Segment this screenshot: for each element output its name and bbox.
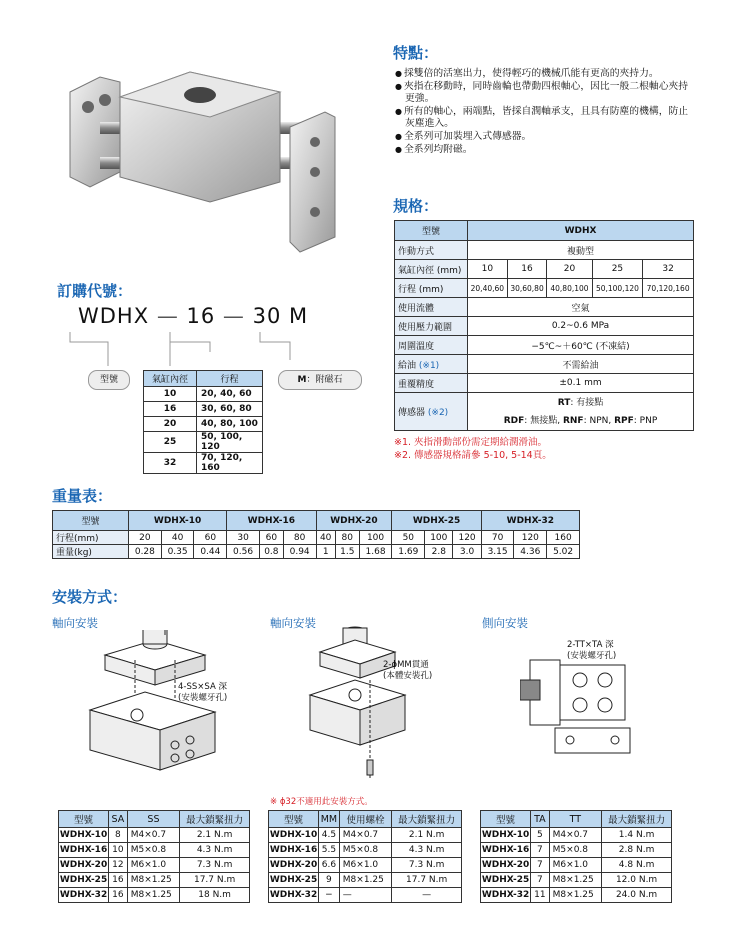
weight-stroke-cell: 40 — [316, 531, 335, 545]
table-header: 型號 — [59, 811, 109, 828]
table-cell: M8×1.25 — [549, 888, 602, 903]
table-cell: 2.8 N.m — [602, 843, 672, 858]
order-magnet-badge: M：附磁石 — [278, 370, 362, 390]
table-cell: WDHX-10 — [59, 828, 109, 843]
weight-value-cell: 0.94 — [283, 545, 316, 559]
weight-value-cell: 0.8 — [259, 545, 283, 559]
product-image — [60, 62, 340, 262]
table-cell: WDHX-32 — [481, 888, 531, 903]
weight-stroke-cell: 40 — [161, 531, 194, 545]
table-row — [269, 858, 462, 873]
list-item: ● 夾指在移動時，同時齒輪也帶動四根軸心，因比一般二根軸心夾持更強。 — [395, 81, 695, 106]
table-cell: 6.6 — [319, 858, 340, 873]
table-header: TA — [531, 811, 550, 828]
table-cell: M4×0.7 — [549, 828, 602, 843]
table-cell: 7 — [531, 843, 550, 858]
table-cell: 10 — [109, 843, 128, 858]
table-cell: WDHX-32 — [269, 888, 319, 903]
spec-table: 型號 WDHX 作動方式 複動型 氣缸內徑 (mm) 10 16 20 25 32 行程 (mm) 20,40,60 30,60,80 40,80,100 50,100,120 70,120,160 使用流體 空氣 使用壓力範圍 0.2~0.6 MPa 周圍溫度 −5℃~＋60℃ (不凍結) 給油 (※1) 不需給油 重覆精度 ±0.1 mm 傳感器 (※2) RT: 有接點 RDF: 無接點, RNF: NPN, RPF: PNP — [394, 220, 694, 431]
table-row — [481, 843, 672, 858]
table-row — [481, 858, 672, 873]
weight-stroke-cell: 120 — [453, 531, 481, 545]
table-header: MM — [319, 811, 340, 828]
table-cell: 16 — [109, 888, 128, 903]
table-cell: WDHX-25 — [59, 873, 109, 888]
table-cell: 16 — [109, 873, 128, 888]
mount-section-3: 側向安裝 — [482, 616, 528, 630]
weight-stroke-cell: 80 — [335, 531, 359, 545]
table-row — [59, 828, 250, 843]
table-cell: WDHX-32 — [59, 888, 109, 903]
specs-title: 規格： — [393, 197, 439, 215]
table-cell: M8×1.25 — [339, 873, 391, 888]
weight-value-cell: 1.5 — [335, 545, 359, 559]
table-header: 最大鎖緊扭力 — [180, 811, 250, 828]
table-cell: 17.7 N.m — [180, 873, 250, 888]
table-cell: M6×1.0 — [549, 858, 602, 873]
table-cell: 12.0 N.m — [602, 873, 672, 888]
table-cell: M5×0.8 — [127, 843, 180, 858]
callout-2: 2-ϕMM貫通 (本體安裝孔) — [383, 660, 433, 681]
table-header: 型號 — [481, 811, 531, 828]
weight-value-cell: 4.36 — [514, 545, 547, 559]
weight-model-header: WDHX-20 — [316, 511, 392, 531]
table-cell: 7.3 N.m — [180, 858, 250, 873]
weight-stroke-cell: 160 — [547, 531, 580, 545]
table-cell: M8×1.25 — [127, 888, 180, 903]
table-cell: WDHX-25 — [481, 873, 531, 888]
table-cell: 2.1 N.m — [392, 828, 462, 843]
table-cell: M6×1.0 — [339, 858, 391, 873]
weight-stroke-cell: 50 — [392, 531, 425, 545]
table-cell: 5 — [531, 828, 550, 843]
order-title: 訂購代號： — [57, 282, 133, 300]
mounting-title: 安裝方式： — [52, 588, 128, 606]
table-cell: WDHX-20 — [481, 858, 531, 873]
weight-title: 重量表： — [52, 487, 113, 505]
callout-1: 4-SS×SA 深 (安裝螺牙孔) — [178, 682, 228, 703]
table-row — [269, 843, 462, 858]
table-row — [59, 843, 250, 858]
table-cell: M4×0.7 — [127, 828, 180, 843]
mount-section-2: 軸向安裝 — [270, 616, 316, 630]
table-row — [269, 828, 462, 843]
table-cell: 7 — [531, 858, 550, 873]
list-item: ● 所有的軸心，兩端點，皆採自潤軸承支，且具有防塵的機構，防止灰塵進入。 — [395, 106, 695, 131]
weight-stroke-cell: 100 — [359, 531, 392, 545]
weight-model-header: WDHX-32 — [481, 511, 579, 531]
weight-stroke-cell: 60 — [194, 531, 227, 545]
table-cell: 4.5 — [319, 828, 340, 843]
weight-stroke-cell: 120 — [514, 531, 547, 545]
table-cell: WDHX-10 — [269, 828, 319, 843]
table-cell: 18 N.m — [180, 888, 250, 903]
table-row — [59, 873, 250, 888]
table-row — [59, 888, 250, 903]
table-cell: 5.5 — [319, 843, 340, 858]
mount-drawing-2 — [300, 620, 420, 790]
weight-stroke-cell: 80 — [283, 531, 316, 545]
table-cell: WDHX-25 — [269, 873, 319, 888]
list-item: ● 全系列均附磁。 — [395, 144, 695, 157]
table-header: 最大鎖緊扭力 — [392, 811, 462, 828]
table-row — [59, 858, 250, 873]
weight-model-header: WDHX-10 — [129, 511, 227, 531]
weight-value-cell: 0.35 — [161, 545, 194, 559]
table-row — [269, 873, 462, 888]
table-cell: 11 — [531, 888, 550, 903]
order-code: WDHX — 16 — 30 M — [78, 304, 309, 328]
table-cell: WDHX-16 — [269, 843, 319, 858]
table-cell: M4×0.7 — [339, 828, 391, 843]
table-header: 使用螺栓 — [339, 811, 391, 828]
table-cell: 7.3 N.m — [392, 858, 462, 873]
table-cell: 8 — [109, 828, 128, 843]
table-cell: 4.3 N.m — [180, 843, 250, 858]
weight-stroke-cell: 100 — [425, 531, 453, 545]
weight-value-cell: 0.28 — [129, 545, 162, 559]
order-model-badge: 型號 — [88, 370, 130, 390]
weight-stroke-cell: 20 — [129, 531, 162, 545]
weight-value-cell: 3.0 — [453, 545, 481, 559]
mount-section-1: 軸向安裝 — [52, 616, 98, 630]
spec-notes: ※1. 夾指滑動部份需定期給潤滑油。 ※2. 傳感器規格請參 5-10, 5-14頁。 — [394, 437, 552, 461]
features-title: 特點： — [393, 44, 439, 62]
note-32: ※ ϕ32不適用此安裝方式。 — [270, 797, 373, 807]
table-cell: 2.1 N.m — [180, 828, 250, 843]
mount-drawing-1 — [85, 630, 228, 780]
table-cell: 17.7 N.m — [392, 873, 462, 888]
weight-value-cell: 2.8 — [425, 545, 453, 559]
table-cell: WDHX-16 — [59, 843, 109, 858]
mount-table-2 — [268, 810, 462, 903]
weight-value-cell: 5.02 — [547, 545, 580, 559]
weight-model-header: WDHX-16 — [227, 511, 316, 531]
weight-value-cell: 1 — [316, 545, 335, 559]
table-header: SS — [127, 811, 180, 828]
table-cell: M8×1.25 — [549, 873, 602, 888]
table-cell: 9 — [319, 873, 340, 888]
list-item: ● 採雙倍的活塞出力，使得輕巧的機械爪能有更高的夾持力。 — [395, 68, 695, 81]
mount-drawing-3 — [520, 650, 640, 760]
mount-table-3 — [480, 810, 672, 903]
table-header: SA — [109, 811, 128, 828]
table-cell: M5×0.8 — [549, 843, 602, 858]
table-cell: 4.3 N.m — [392, 843, 462, 858]
table-cell: WDHX-10 — [481, 828, 531, 843]
features-list — [395, 68, 695, 156]
weight-value-cell: 1.68 — [359, 545, 392, 559]
weight-stroke-cell: 30 — [227, 531, 260, 545]
table-row — [269, 888, 462, 903]
weight-value-cell: 1.69 — [392, 545, 425, 559]
table-row — [481, 828, 672, 843]
table-cell: WDHX-16 — [481, 843, 531, 858]
table-cell: 24.0 N.m — [602, 888, 672, 903]
table-cell: M6×1.0 — [127, 858, 180, 873]
table-header: 最大鎖緊扭力 — [602, 811, 672, 828]
weight-stroke-cell: 70 — [481, 531, 514, 545]
table-cell: WDHX-20 — [59, 858, 109, 873]
table-cell: WDHX-20 — [269, 858, 319, 873]
table-cell: − — [319, 888, 340, 903]
table-cell: 7 — [531, 873, 550, 888]
table-cell: — — [392, 888, 462, 903]
weight-value-cell: 0.44 — [194, 545, 227, 559]
table-row — [481, 888, 672, 903]
table-row — [481, 873, 672, 888]
table-cell: — — [339, 888, 391, 903]
list-item: ● 全系列可加裝埋入式傳感器。 — [395, 131, 695, 144]
table-cell: M5×0.8 — [339, 843, 391, 858]
weight-value-cell: 3.15 — [481, 545, 514, 559]
order-table: 氣缸內徑 行程 10 20, 40, 60 16 30, 60, 80 20 40, 80, 100 25 50, 100, 120 32 70, 120, 160 — [143, 370, 263, 474]
mount-table-1 — [58, 810, 250, 903]
table-cell: 4.8 N.m — [602, 858, 672, 873]
weight-model-header: WDHX-25 — [392, 511, 481, 531]
weight-value-cell: 0.56 — [227, 545, 260, 559]
table-header: TT — [549, 811, 602, 828]
table-cell: 12 — [109, 858, 128, 873]
table-cell: 1.4 N.m — [602, 828, 672, 843]
callout-3: 2-TT×TA 深 (安裝螺牙孔) — [567, 640, 617, 661]
table-cell: M8×1.25 — [127, 873, 180, 888]
weight-stroke-cell: 60 — [259, 531, 283, 545]
weight-table: 型號 WDHX-10 WDHX-16 WDHX-20 WDHX-25 WDHX-32 行程(mm) 20 40 60 30 60 80 40 80 100 50 100 120 70 120 160 重量(kg) 0.28 0.35 0.44 0.56 0.8 0.94 1 1.5 1.68 1.69 2.8 3.0 3.15 4.36 5.02 — [52, 510, 580, 559]
table-header: 型號 — [269, 811, 319, 828]
